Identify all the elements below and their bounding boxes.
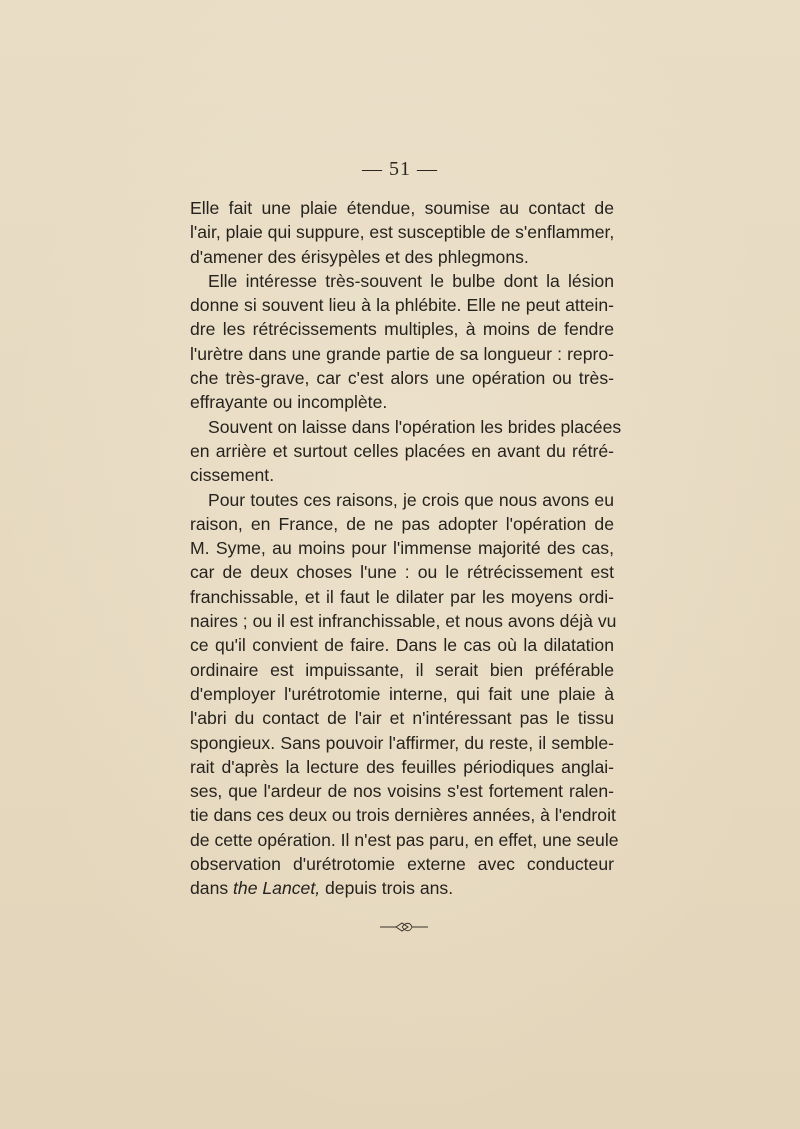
- text-line: tie dans ces deux ou trois dernières années, à l'endroit: [190, 805, 616, 826]
- text-line: ses, que l'ardeur de nos voisins s'est fortement ralen-: [190, 781, 614, 802]
- body-text: [190, 196, 622, 901]
- text-line: donne si souvent lieu à la phlébite. Elle ne peut attein-: [190, 295, 614, 316]
- text-line: effrayante ou incomplète.: [190, 392, 388, 413]
- text-line: l'abri du contact de l'air et n'intéressant pas le tissu: [190, 708, 614, 729]
- text-line: d'amener des érisypèles et des phlegmons.: [190, 246, 529, 267]
- text-line: car de deux choses l'une : ou le rétrécissement est: [190, 562, 614, 583]
- text-line: Elle intéresse très-souvent le bulbe dont la lésion: [208, 270, 614, 291]
- text-line: cissement.: [190, 465, 275, 486]
- text-line: Souvent on laisse dans l'opération les brides placées: [208, 416, 622, 437]
- text-line: en arrière et surtout celles placées en avant du rétré-: [190, 440, 614, 461]
- text-line: l'urètre dans une grande partie de sa longueur : repro-: [190, 343, 614, 364]
- text-line: franchissable, et il faut le dilater par les moyens ordi-: [190, 586, 614, 607]
- text-line: spongieux. Sans pouvoir l'affirmer, du reste, il semble-: [190, 732, 614, 753]
- text-line: rait d'après la lecture des feuilles périodiques anglai-: [190, 756, 614, 777]
- text-fragment: dans: [190, 878, 234, 899]
- text-fragment: depuis trois ans.: [320, 878, 454, 899]
- text-line: che très-grave, car c'est alors une opération ou très-: [190, 368, 614, 389]
- text-line: M. Syme, au moins pour l'immense majorité des cas,: [190, 538, 614, 559]
- text-line: l'air, plaie qui suppure, est susceptible de s'enflammer,: [190, 222, 615, 243]
- text-line-final: [190, 876, 614, 900]
- text-line: ordinaire est impuissante, il serait bien préférable: [190, 659, 614, 680]
- text-line: observation d'urétrotomie externe avec conducteur: [190, 854, 614, 875]
- text-line: raison, en France, de ne pas adopter l'opération de: [190, 513, 614, 534]
- text-line: de cette opération. Il n'est pas paru, en effet, une seule: [190, 829, 619, 850]
- text-line: ce qu'il convient de faire. Dans le cas où la dilatation: [190, 635, 614, 656]
- text-line: d'employer l'urétrotomie interne, qui fait une plaie à: [190, 683, 614, 704]
- text-line: naires ; ou il est infranchissable, et nous avons déjà vu: [190, 611, 617, 632]
- page-number: — 51 —: [362, 158, 438, 180]
- text-line: dre les rétrécissements multiples, à moins de fendre: [190, 319, 614, 340]
- text-line: Elle fait une plaie étendue, soumise au contact de: [190, 198, 614, 218]
- journal-title: the Lancet,: [233, 878, 321, 899]
- text-line: Pour toutes ces raisons, je crois que nous avons eu: [208, 489, 614, 510]
- section-end-ornament-icon: [378, 920, 430, 934]
